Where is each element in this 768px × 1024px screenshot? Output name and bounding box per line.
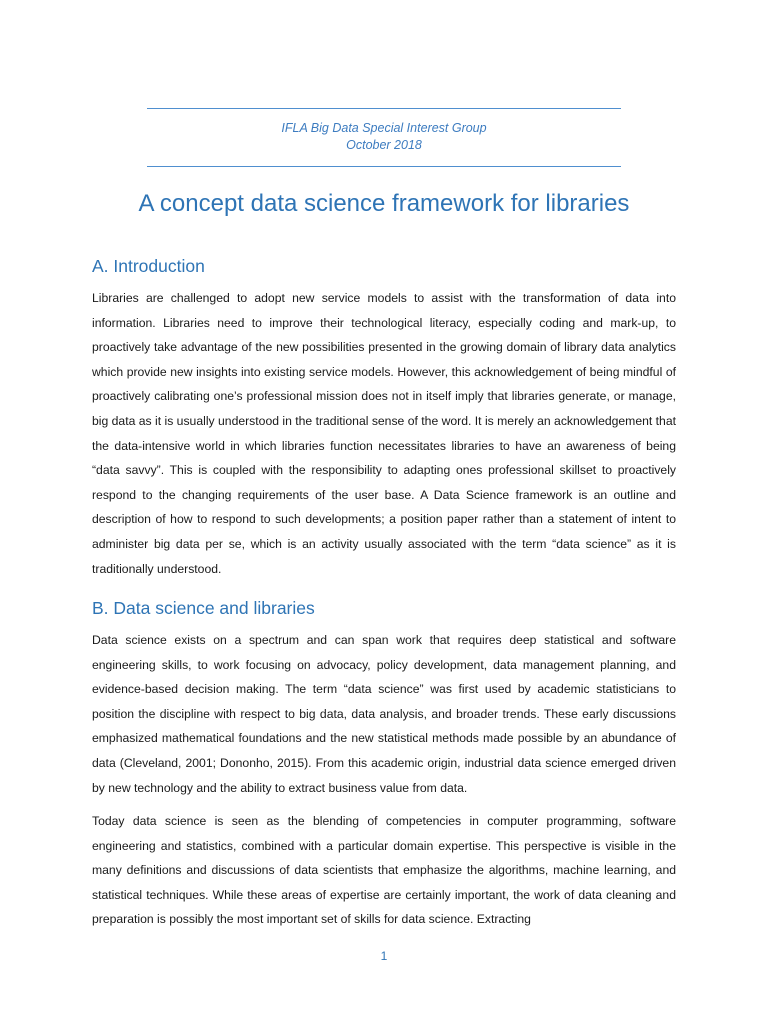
header-top-rule — [147, 108, 621, 109]
paragraph-today-data-science: Today data science is seen as the blending of competencies in computer programming, software engineering and statistics, combined with a particular domain expertise. This perspective is visible in the many definitions and discussions of data scientists that emphasize the algorithms, machine learning, and statistical techniques. While these areas of expertise are certainly important, the work of data cleaning and preparation is possibly the most important set of skills for data science. Extracting — [92, 814, 676, 927]
header-bottom-rule — [147, 166, 621, 167]
header-organization: IFLA Big Data Special Interest Group — [281, 121, 487, 135]
paragraph-introduction: Libraries are challenged to adopt new service models to assist with the transformation of data into information. Libraries need to improve their technological literacy, especially coding and mark-up, to proactively take advantage of the new possibilities presented in the growing domain of library data analytics which provide new insights into existing service models. However, this acknowledgement of being mindful of proactively calibrating one’s professional mission does not in itself imply that libraries generate, or manage, big data as it is usually understood in the traditional sense of the word. It is merely an acknowledgement that the data-intensive world in which libraries function necessitates libraries to have an awareness of being “data savvy”. This is coupled with the responsibility to adapting ones professional skillset to proactively respond to the changing requirements of the user base. A Data Science framework is an outline and description of how to respond to such developments; a position paper rather than a statement of intent to administer big data per se, which is an activity usually associated with the term “data science” as it is traditionally understood. — [92, 291, 676, 576]
paragraph-data-science-spectrum: Data science exists on a spectrum and can span work that requires deep statistical and software engineering skills, to work focusing on advocacy, policy development, data management planning, and evidence-based decision making. The term “data science” was first used by academic statisticians to position the discipline with respect to big data, data analysis, and broader trends. These early discussions emphasized mathematical foundations and the new statistical methods made possible by an abundance of data (Cleveland, 2001; Dononho, 2015). From this academic origin, industrial data science emerged driven by new technology and the ability to extract business value from data. — [92, 633, 676, 795]
section-heading-introduction: A. Introduction — [92, 256, 205, 276]
page-number: 1 — [380, 949, 388, 963]
document-header — [147, 120, 621, 154]
section-heading-data-science-and-libraries: B. Data science and libraries — [92, 598, 315, 618]
document-title: A concept data science framework for libraries — [138, 190, 630, 217]
header-date: October 2018 — [346, 138, 422, 152]
